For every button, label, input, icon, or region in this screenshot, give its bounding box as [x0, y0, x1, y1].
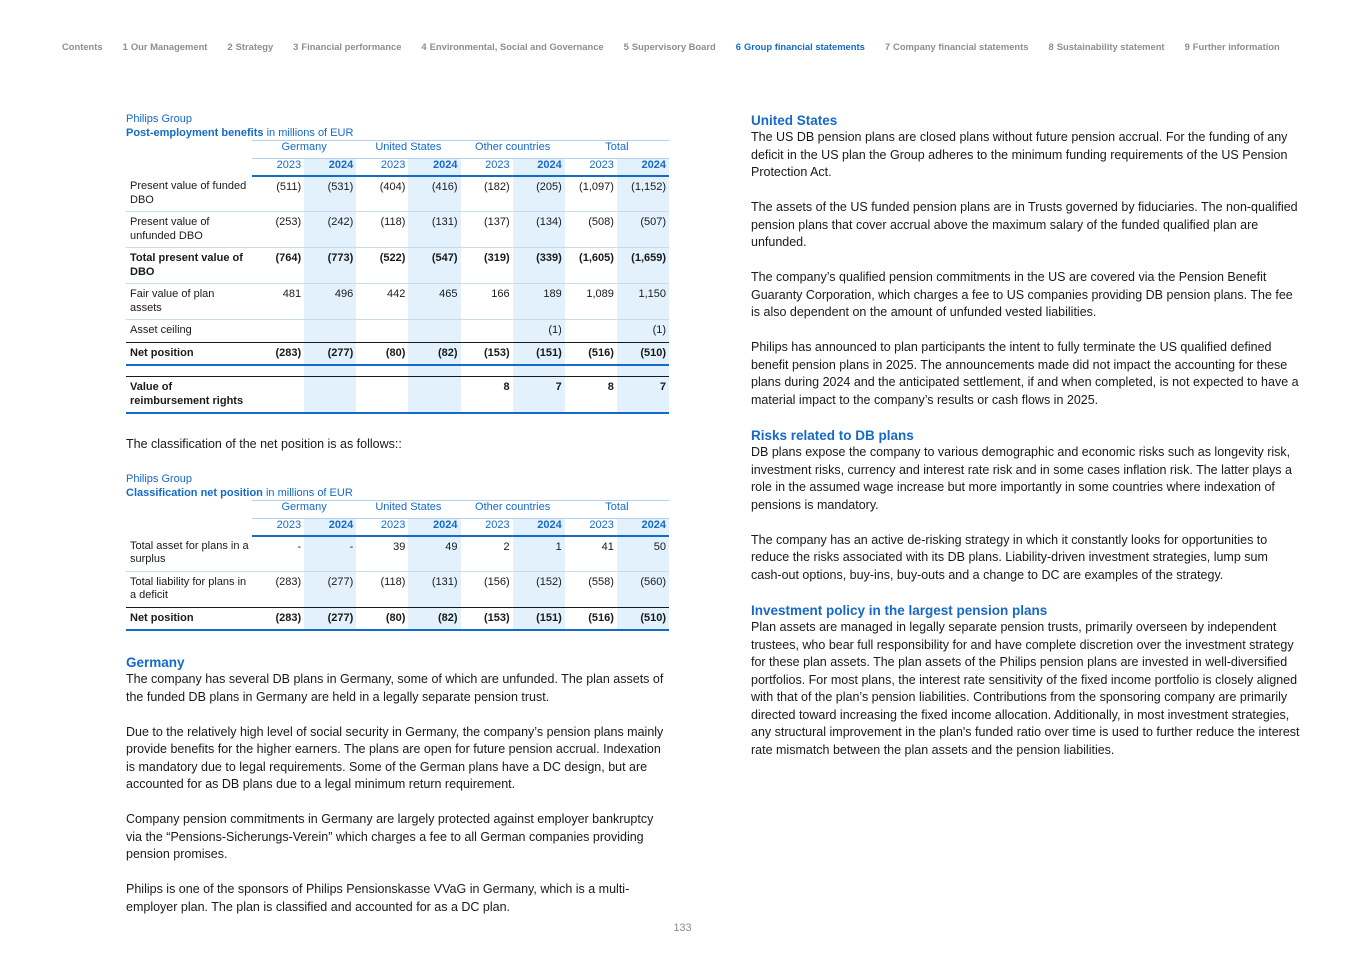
table-cell: 7	[617, 377, 669, 414]
table-cell: (773)	[304, 248, 356, 284]
table-cell: 166	[461, 284, 513, 320]
row-label: Fair value of plan assets	[126, 284, 252, 320]
table-cell: (151)	[513, 342, 565, 365]
table-cell: (547)	[408, 248, 460, 284]
table-cell: (118)	[380, 575, 406, 588]
table-caption-title	[126, 126, 669, 140]
row-label: Total present value of DBO	[126, 248, 252, 284]
nav-item-supervisory-board[interactable]	[624, 41, 716, 52]
table-cell: (516)	[565, 342, 617, 365]
classification-intro: The classification of the net position is as follows::	[126, 437, 402, 451]
nav-item-sustainability-statement[interactable]	[1049, 41, 1165, 52]
post-employment-benefits-table	[126, 140, 669, 414]
table-cell	[565, 320, 617, 343]
nav-number: 4	[421, 40, 427, 52]
table-cell: (82)	[408, 342, 460, 365]
table-cell: (560)	[617, 571, 669, 607]
nav-number: 5	[623, 40, 629, 52]
row-label: Net position	[126, 342, 252, 365]
table-cell: (205)	[513, 176, 565, 212]
table-cell: 496	[304, 284, 356, 320]
year-header: 2023	[356, 159, 408, 177]
nav-item-strategy[interactable]	[227, 41, 273, 52]
table-cell: 49	[408, 536, 460, 572]
table-cell: (507)	[617, 212, 669, 248]
paragraph: Company pension commitments in Germany are largely protected against employer bankruptcy via the “Pensions-Sicherungs-Verein” which charges a fee to all German companies providing pension promises.	[126, 812, 654, 861]
table-cell: (80)	[356, 342, 408, 365]
row-label: Total liability for plans in a deficit	[130, 575, 247, 601]
nav-label: Financial performance	[301, 40, 402, 52]
year-header: 2023	[565, 159, 617, 177]
nav-item-further-information[interactable]	[1185, 41, 1280, 52]
table-group-header	[126, 500, 669, 518]
table-cell: (153)	[461, 342, 513, 365]
nav-number: 3	[293, 40, 299, 52]
classification-net-position-table	[126, 500, 669, 632]
left-column	[126, 112, 669, 916]
year-header: 2023	[565, 518, 617, 536]
section-heading-investment-policy: Investment policy in the largest pension plans	[751, 603, 1048, 618]
table-cell: (558)	[588, 575, 614, 588]
nav-item-financial-performance[interactable]	[293, 41, 401, 52]
table-row	[126, 176, 669, 212]
table-cell	[252, 320, 304, 343]
table-cell: -	[304, 536, 356, 572]
paragraph: The company’s qualified pension commitments in the US are covered via the Pension Benefit Guaranty Corporation, which charges a fee to US companies providing DB pension plans. The fee is also dependent on the amount of unfunded vested liabilities.	[751, 270, 1293, 319]
table-cell: (404)	[356, 176, 408, 212]
nav-item-company-financial-statements[interactable]	[885, 41, 1029, 52]
nav-number: 6	[735, 40, 741, 52]
table-cell: (522)	[356, 248, 408, 284]
paragraph: The company has several DB plans in Germany, some of which are unfunded. The plan assets of the funded DB plans in Germany are held in a legally separate pension trust.	[126, 672, 664, 704]
table-cell	[304, 377, 356, 414]
group-header-germany: Germany	[252, 141, 356, 159]
table-row	[126, 284, 669, 320]
table-cell: (277)	[304, 571, 356, 607]
table-cell: (277)	[304, 607, 356, 630]
group-header-other-countries: Other countries	[461, 500, 565, 518]
table-cell: 8	[565, 377, 617, 414]
paragraph: Plan assets are managed in legally separate pension trusts, primarily overseen by independent trustees, who bear full responsibility for and have complete discretion over the investment strategy for these plan assets. The plan assets of the Philips pension plans are invested in well-diversified portfolios. For most plans, the interest rate sensitivity of the fixed income portfolio is closely aligned with that of the plan’s pension liabilities. Contributions from the sponsoring company are primarily directed toward increasing the fixed income allocation. Additionally, in most investment strategies, any structural improvement in the plan's funded ratio over time is used to further reduce the interest rate mismatch between the plan assets and the pension liabilities.	[751, 620, 1300, 757]
year-header: 2023	[252, 518, 304, 536]
table-cell: (80)	[356, 607, 408, 630]
table-row	[126, 212, 669, 248]
table-cell: 8	[461, 377, 513, 414]
table-cell	[461, 320, 513, 343]
table-cell: 189	[513, 284, 565, 320]
table-cell	[408, 377, 460, 414]
table-caption-group: Philips Group	[126, 472, 193, 485]
table-cell: 50	[617, 536, 669, 572]
table-year-header	[126, 159, 669, 177]
top-navigation	[62, 38, 1300, 54]
table-cell	[408, 320, 460, 343]
table-cell: (764)	[252, 248, 304, 284]
year-header: 2023	[252, 159, 304, 177]
table-cell: (134)	[513, 212, 565, 248]
table-year-header	[126, 518, 669, 536]
nav-label: Sustainability statement	[1056, 40, 1165, 52]
table-cell: (283)	[252, 607, 304, 630]
group-header-united-states: United States	[356, 141, 460, 159]
table-cell: (319)	[461, 248, 513, 284]
table-cell: (283)	[275, 575, 302, 588]
table-cell: 7	[513, 377, 565, 414]
table-cell: 481	[252, 284, 304, 320]
table-cell: (82)	[408, 607, 460, 630]
table-cell: (253)	[252, 212, 304, 248]
section-heading-united-states: United States	[751, 113, 838, 128]
table-cell: (1)	[513, 320, 565, 343]
table-cell: (1,097)	[565, 176, 617, 212]
group-header-total: Total	[565, 141, 669, 159]
section-heading-risks: Risks related to DB plans	[751, 428, 914, 443]
table-cell: (510)	[617, 607, 669, 630]
nav-number: 8	[1048, 40, 1054, 52]
nav-item-contents[interactable]	[62, 41, 103, 52]
table-cell: (182)	[461, 176, 513, 212]
nav-number: 2	[227, 40, 233, 52]
row-label: Present value of unfunded DBO	[126, 212, 252, 248]
table-row-net-position	[126, 342, 669, 365]
nav-number: 9	[1184, 40, 1190, 52]
table-row	[126, 536, 669, 572]
year-header: 2023	[461, 518, 513, 536]
nav-label: Strategy	[235, 40, 274, 52]
nav-label: Further information	[1192, 40, 1280, 52]
table-cell: (1)	[617, 320, 669, 343]
paragraph: Philips is one of the sponsors of Philips Pensionskasse VVaG in Germany, which is a multi-employer plan. The plan is classified and accounted for as a DC plan.	[126, 882, 630, 914]
table-cell: 1,089	[565, 284, 617, 320]
table-caption-group: Philips Group	[126, 113, 193, 125]
table-cell: (131)	[408, 212, 460, 248]
year-header: 2024	[513, 518, 565, 536]
table-cell: 2	[461, 536, 513, 572]
table-cell: (511)	[252, 176, 304, 212]
nav-number: 1	[122, 40, 128, 52]
year-header: 2023	[461, 159, 513, 177]
table-cell	[356, 377, 408, 414]
table-cell: (1,659)	[617, 248, 669, 284]
nav-item-group-financial-statements[interactable]	[736, 41, 865, 52]
table-cell: (152)	[513, 571, 565, 607]
group-header-germany: Germany	[252, 500, 356, 518]
nav-label: Contents	[62, 40, 103, 52]
table-cell: (118)	[356, 212, 408, 248]
table-cell: 442	[356, 284, 408, 320]
table-cell	[252, 377, 304, 414]
group-header-united-states: United States	[356, 500, 460, 518]
nav-label: Our Management	[130, 40, 208, 52]
year-header: 2023	[356, 518, 408, 536]
nav-label: Supervisory Board	[631, 40, 716, 52]
year-header: 2024	[408, 159, 460, 177]
table-cell: 1,150	[617, 284, 669, 320]
nav-item-our-management[interactable]	[123, 41, 208, 52]
table-row-reimbursement-rights	[126, 377, 669, 414]
nav-label: Company financial statements	[893, 40, 1029, 52]
year-header: 2024	[304, 518, 356, 536]
table-cell	[356, 320, 408, 343]
paragraph: Due to the relatively high level of social security in Germany, the company’s pension plans mainly provide benefits for the higher earners. The plans are open for future pension accrual. Indexation is mandatory due to legal requirements. Some of the German plans have a DC design, but are accounted for as DB plans due to a legal minimum return requirement.	[126, 724, 664, 791]
table-cell: 39	[356, 536, 408, 572]
table-cell: (156)	[483, 575, 510, 588]
table-row	[126, 571, 669, 607]
paragraph: DB plans expose the company to various demographic and economic risks such as longevity risk, investment risks, currency and interest rate risk and in some cases inflation risk. The latter plays a role in the assumed wage increase but more importantly in some countries where indexation of pensions is mandatory.	[751, 445, 1292, 512]
table-cell: (151)	[513, 607, 565, 630]
table-cell: -	[252, 536, 304, 572]
section-heading-germany: Germany	[126, 655, 185, 670]
page-number: 133	[673, 922, 692, 934]
year-header: 2024	[513, 159, 565, 177]
table-title: Post-employment benefits	[126, 127, 264, 139]
paragraph: Philips has announced to plan participants the intent to fully terminate the US qualified defined benefit pension plans in 2025. The announcements made did not impact the accounting for these plans during 2024 and the anticipated settlement, if and when completed, is not expected to have a material impact to the company’s results or cash flows in 2025.	[751, 340, 1299, 407]
table-row-net-position	[126, 607, 669, 630]
table-group-header	[126, 141, 669, 159]
nav-label: Group financial statements	[743, 40, 865, 52]
table-cell: (531)	[304, 176, 356, 212]
table-spacer-row	[126, 365, 669, 377]
table-cell: 1	[513, 536, 565, 572]
table-cell: 465	[408, 284, 460, 320]
table-cell: (510)	[617, 342, 669, 365]
group-header-total: Total	[565, 500, 669, 518]
year-header: 2024	[617, 518, 669, 536]
nav-number: 7	[884, 40, 891, 52]
table-unit: in millions of EUR	[265, 486, 353, 499]
table-cell: (1,605)	[565, 248, 617, 284]
row-label: Asset ceiling	[130, 324, 192, 336]
paragraph: The US DB pension plans are closed plans without future pension accrual. For the funding of any deficit in the US plan the Group adheres to the minimum funding requirements of the US Pension Protection Act.	[751, 130, 1288, 179]
table-title: Classification net position	[126, 486, 263, 499]
table-cell: (1,152)	[617, 176, 669, 212]
right-column	[751, 112, 1301, 759]
nav-item-esg[interactable]	[421, 41, 603, 52]
year-header: 2024	[617, 159, 669, 177]
table-row-total-dbo	[126, 248, 669, 284]
paragraph: The company has an active de-risking strategy in which it constantly looks for opportunities to reduce the risks associated with its DB plans. Liability-driven investment strategies, lump sum cash-out options, buy-ins, buy-outs and a change to DC are examples of the strategy.	[751, 532, 1268, 582]
group-header-other-countries: Other countries	[461, 141, 565, 159]
table-cell: (508)	[565, 212, 617, 248]
table-cell: (153)	[461, 607, 513, 630]
table-cell: (283)	[252, 342, 304, 365]
row-label: Net position	[126, 607, 252, 630]
table-row	[126, 320, 669, 343]
table-unit: in millions of EUR	[266, 127, 354, 139]
table-cell: (416)	[408, 176, 460, 212]
table-cell: (277)	[304, 342, 356, 365]
table-cell: (137)	[461, 212, 513, 248]
row-label: Present value of funded DBO	[126, 176, 252, 212]
paragraph: The assets of the US funded pension plans are in Trusts governed by fiduciaries. The non-qualified pension plans that cover accrual above the maximum salary of the funded qualified plan are unfunded.	[751, 200, 1298, 249]
year-header: 2024	[304, 159, 356, 177]
table-cell	[304, 320, 356, 343]
nav-label: Environmental, Social and Governance	[429, 40, 604, 52]
table-cell: 41	[565, 536, 617, 572]
table-cell: (131)	[408, 571, 460, 607]
year-header: 2024	[408, 518, 460, 536]
table-cell: (242)	[304, 212, 356, 248]
row-label: Total asset for plans in a surplus	[126, 536, 252, 572]
table-cell: (339)	[513, 248, 565, 284]
table-caption-title	[126, 486, 669, 500]
row-label: Value of reimbursement rights	[126, 377, 252, 414]
table-cell: (516)	[565, 607, 617, 630]
